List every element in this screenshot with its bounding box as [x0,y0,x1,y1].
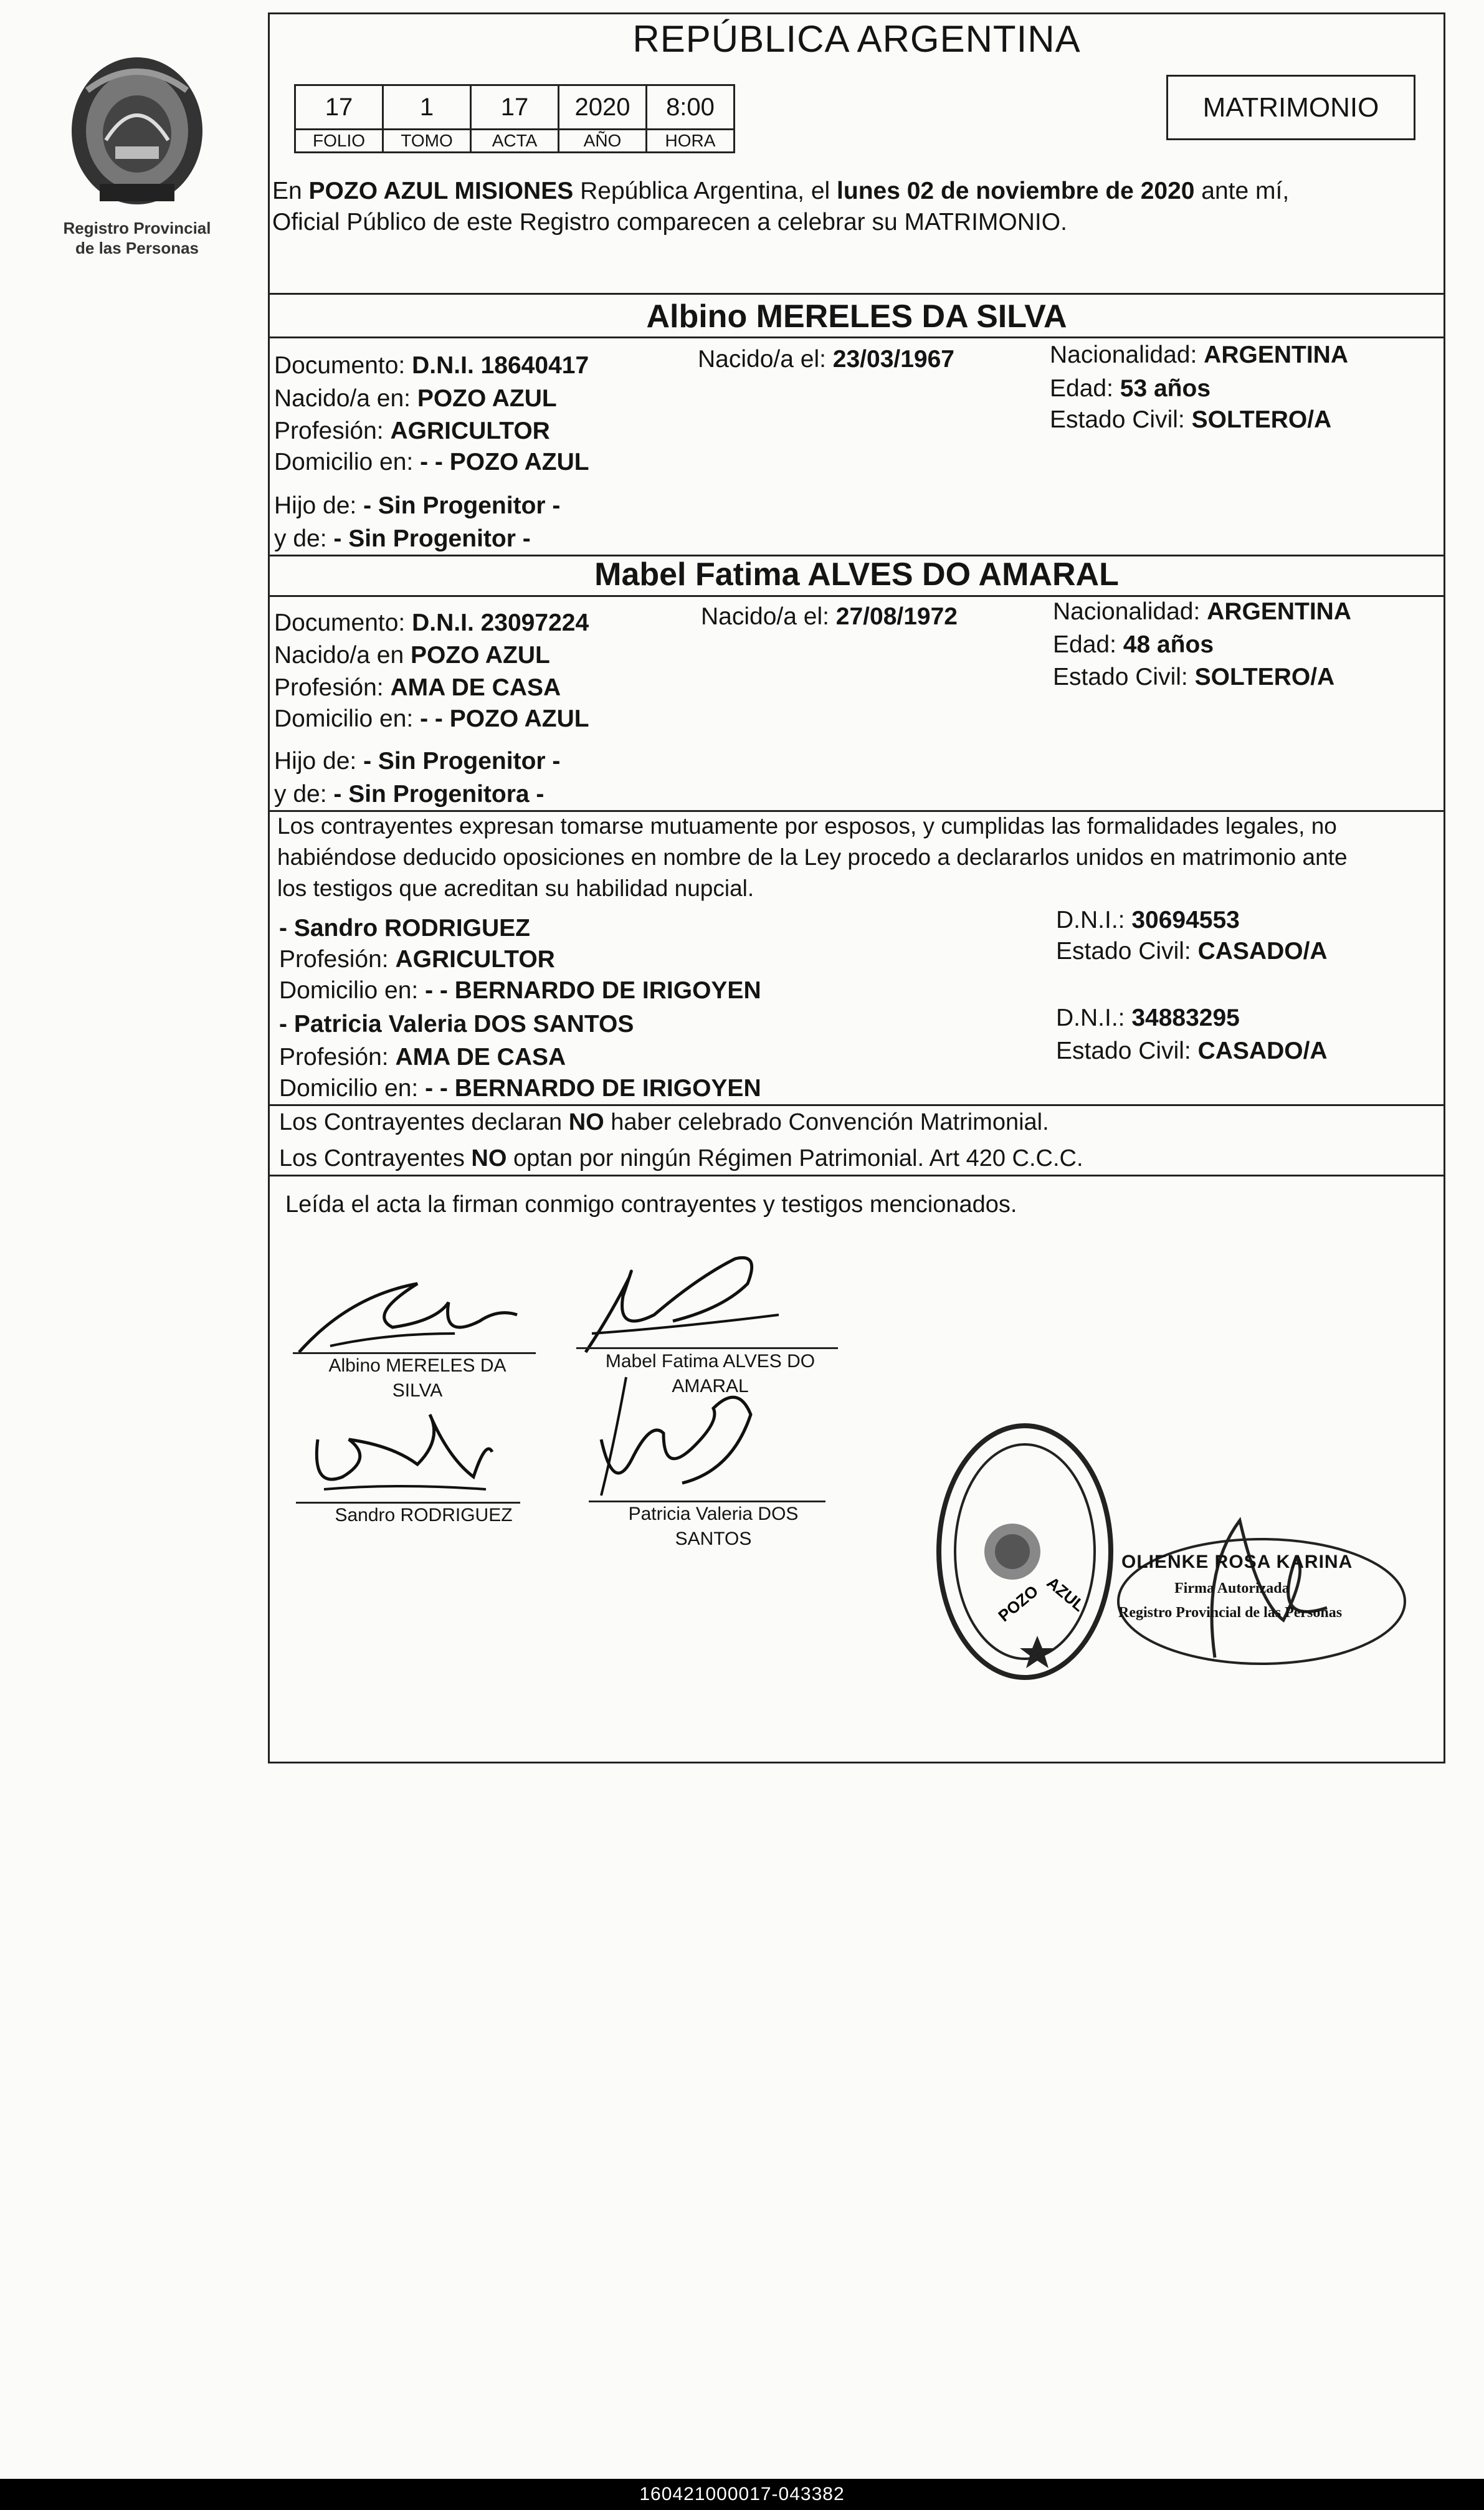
divider [268,1104,1445,1106]
spouse2-signature [573,1240,797,1358]
spouse2-nationality: Nacionalidad: ARGENTINA [1053,598,1352,625]
country-title: REPÚBLICA ARGENTINA [632,18,1081,60]
act-type-box: MATRIMONIO [1166,75,1415,140]
divider [268,595,1445,597]
convention-statement: Los Contrayentes declaran NO haber celebrado Convención Matrimonial. [279,1109,1049,1135]
declaration-line-3: los testigos que acreditan su habilidad nupcial. [277,876,754,901]
svg-text:POZO: POZO [994,1581,1042,1626]
spouse1-birthplace: Nacido/a en: POZO AZUL [274,385,557,412]
spouse2-name: Mabel Fatima ALVES DO AMARAL [594,556,1119,593]
witness2-signature [589,1371,776,1508]
acta-label: ACTA [471,130,559,153]
spouse1-signature [293,1259,530,1358]
authority-role: Firma Autorizada [1174,1580,1290,1596]
spouse1-birthdate: Nacido/a el: 23/03/1967 [698,346,954,373]
authority-office: Registro Provincial de las Personas [1118,1605,1343,1621]
hour-value: 8:00 [647,85,735,130]
spouse2-document: Documento: D.N.I. 23097224 [274,609,589,636]
spouse1-profession: Profesión: AGRICULTOR [274,418,550,444]
witness1-dni: D.N.I.: 30694553 [1056,907,1240,933]
witness2-profession: Profesión: AMA DE CASA [279,1044,566,1071]
spouse2-mother: y de: - Sin Progenitora - [274,781,545,808]
spouse1-nationality: Nacionalidad: ARGENTINA [1050,341,1349,368]
folio-label: FOLIO [295,130,383,153]
provincial-coat-of-arms-logo [62,53,212,209]
intro-line-1: En POZO AZUL MISIONES República Argentina, el lunes 02 de noviembre de 2020 ante mí, [272,178,1290,204]
spouse1-age: Edad: 53 años [1050,375,1211,402]
reading-statement: Leída el acta la firman conmigo contrayentes y testigos mencionados. [285,1191,1017,1218]
record-reference-table [294,84,735,153]
witness2-signature-caption: Patricia Valeria DOS SANTOS [628,1504,799,1549]
divider [268,293,1445,295]
hour-label: HORA [647,130,735,153]
spouse1-address: Domicilio en: - - POZO AZUL [274,449,589,475]
spouse2-birthplace: Nacido/a en POZO AZUL [274,642,550,669]
spouse1-name: Albino MERELES DA SILVA [646,298,1067,335]
year-label: AÑO [559,130,647,153]
witness2-dni: D.N.I.: 34883295 [1056,1004,1240,1031]
spouse2-address: Domicilio en: - - POZO AZUL [274,705,589,732]
document-footer-code: 160421000017-043382 [0,2479,1484,2510]
tomo-label: TOMO [383,130,471,153]
divider [268,810,1445,812]
spouse2-birthdate: Nacido/a el: 27/08/1972 [701,603,958,630]
year-value: 2020 [559,85,647,130]
witness1-signature-caption: Sandro RODRIGUEZ [335,1505,513,1525]
regime-statement: Los Contrayentes NO optan por ningún Régimen Patrimonial. Art 420 C.C.C. [279,1145,1083,1171]
spouse1-document: Documento: D.N.I. 18640417 [274,352,589,379]
spouse2-civil-status: Estado Civil: SOLTERO/A [1053,664,1335,690]
witness1-name: - Sandro RODRIGUEZ [279,915,531,942]
spouse1-civil-status: Estado Civil: SOLTERO/A [1050,406,1332,433]
intro-line-2: Oficial Público de este Registro comparecen a celebrar su MATRIMONIO. [272,209,1067,236]
declaration-line-1: Los contrayentes expresan tomarse mutuamente por esposos, y cumplidas las formalidades legales, no [277,813,1337,839]
spouse2-age: Edad: 48 años [1053,631,1214,658]
spouse1-father: Hijo de: - Sin Progenitor - [274,492,561,519]
witness1-profession: Profesión: AGRICULTOR [279,946,555,973]
tomo-value: 1 [383,85,471,130]
spouse2-signature-caption: Mabel Fatima ALVES DO AMARAL [605,1351,816,1396]
spouse1-mother: y de: - Sin Progenitor - [274,525,531,552]
divider [268,336,1445,338]
spouse2-father: Hijo de: - Sin Progenitor - [274,748,561,775]
witness2-address: Domicilio en: - - BERNARDO DE IRIGOYEN [279,1075,761,1102]
witness1-civil-status: Estado Civil: CASADO/A [1056,938,1328,965]
folio-value: 17 [295,85,383,130]
witness1-signature [305,1402,505,1508]
acta-value: 17 [471,85,559,130]
divider [268,1175,1445,1176]
declaration-line-2: habiéndose deducido oposiciones en nombre de la Ley procedo a declararlos unidos en matrimonio ante [277,844,1348,870]
registry-caption: Registro Provincial de las Personas [63,219,211,257]
witness1-address: Domicilio en: - - BERNARDO DE IRIGOYEN [279,977,761,1004]
authority-name: OLIENKE ROSA KARINA [1121,1552,1353,1572]
spouse1-signature-caption: Albino MERELES DA SILVA [328,1355,507,1401]
witness2-civil-status: Estado Civil: CASADO/A [1056,1038,1328,1064]
svg-text:AZUL: AZUL [1043,1573,1088,1615]
witness2-name: - Patricia Valeria DOS SANTOS [279,1011,634,1038]
spouse2-profession: Profesión: AMA DE CASA [274,674,561,701]
official-registry-seal [935,1421,1115,1682]
